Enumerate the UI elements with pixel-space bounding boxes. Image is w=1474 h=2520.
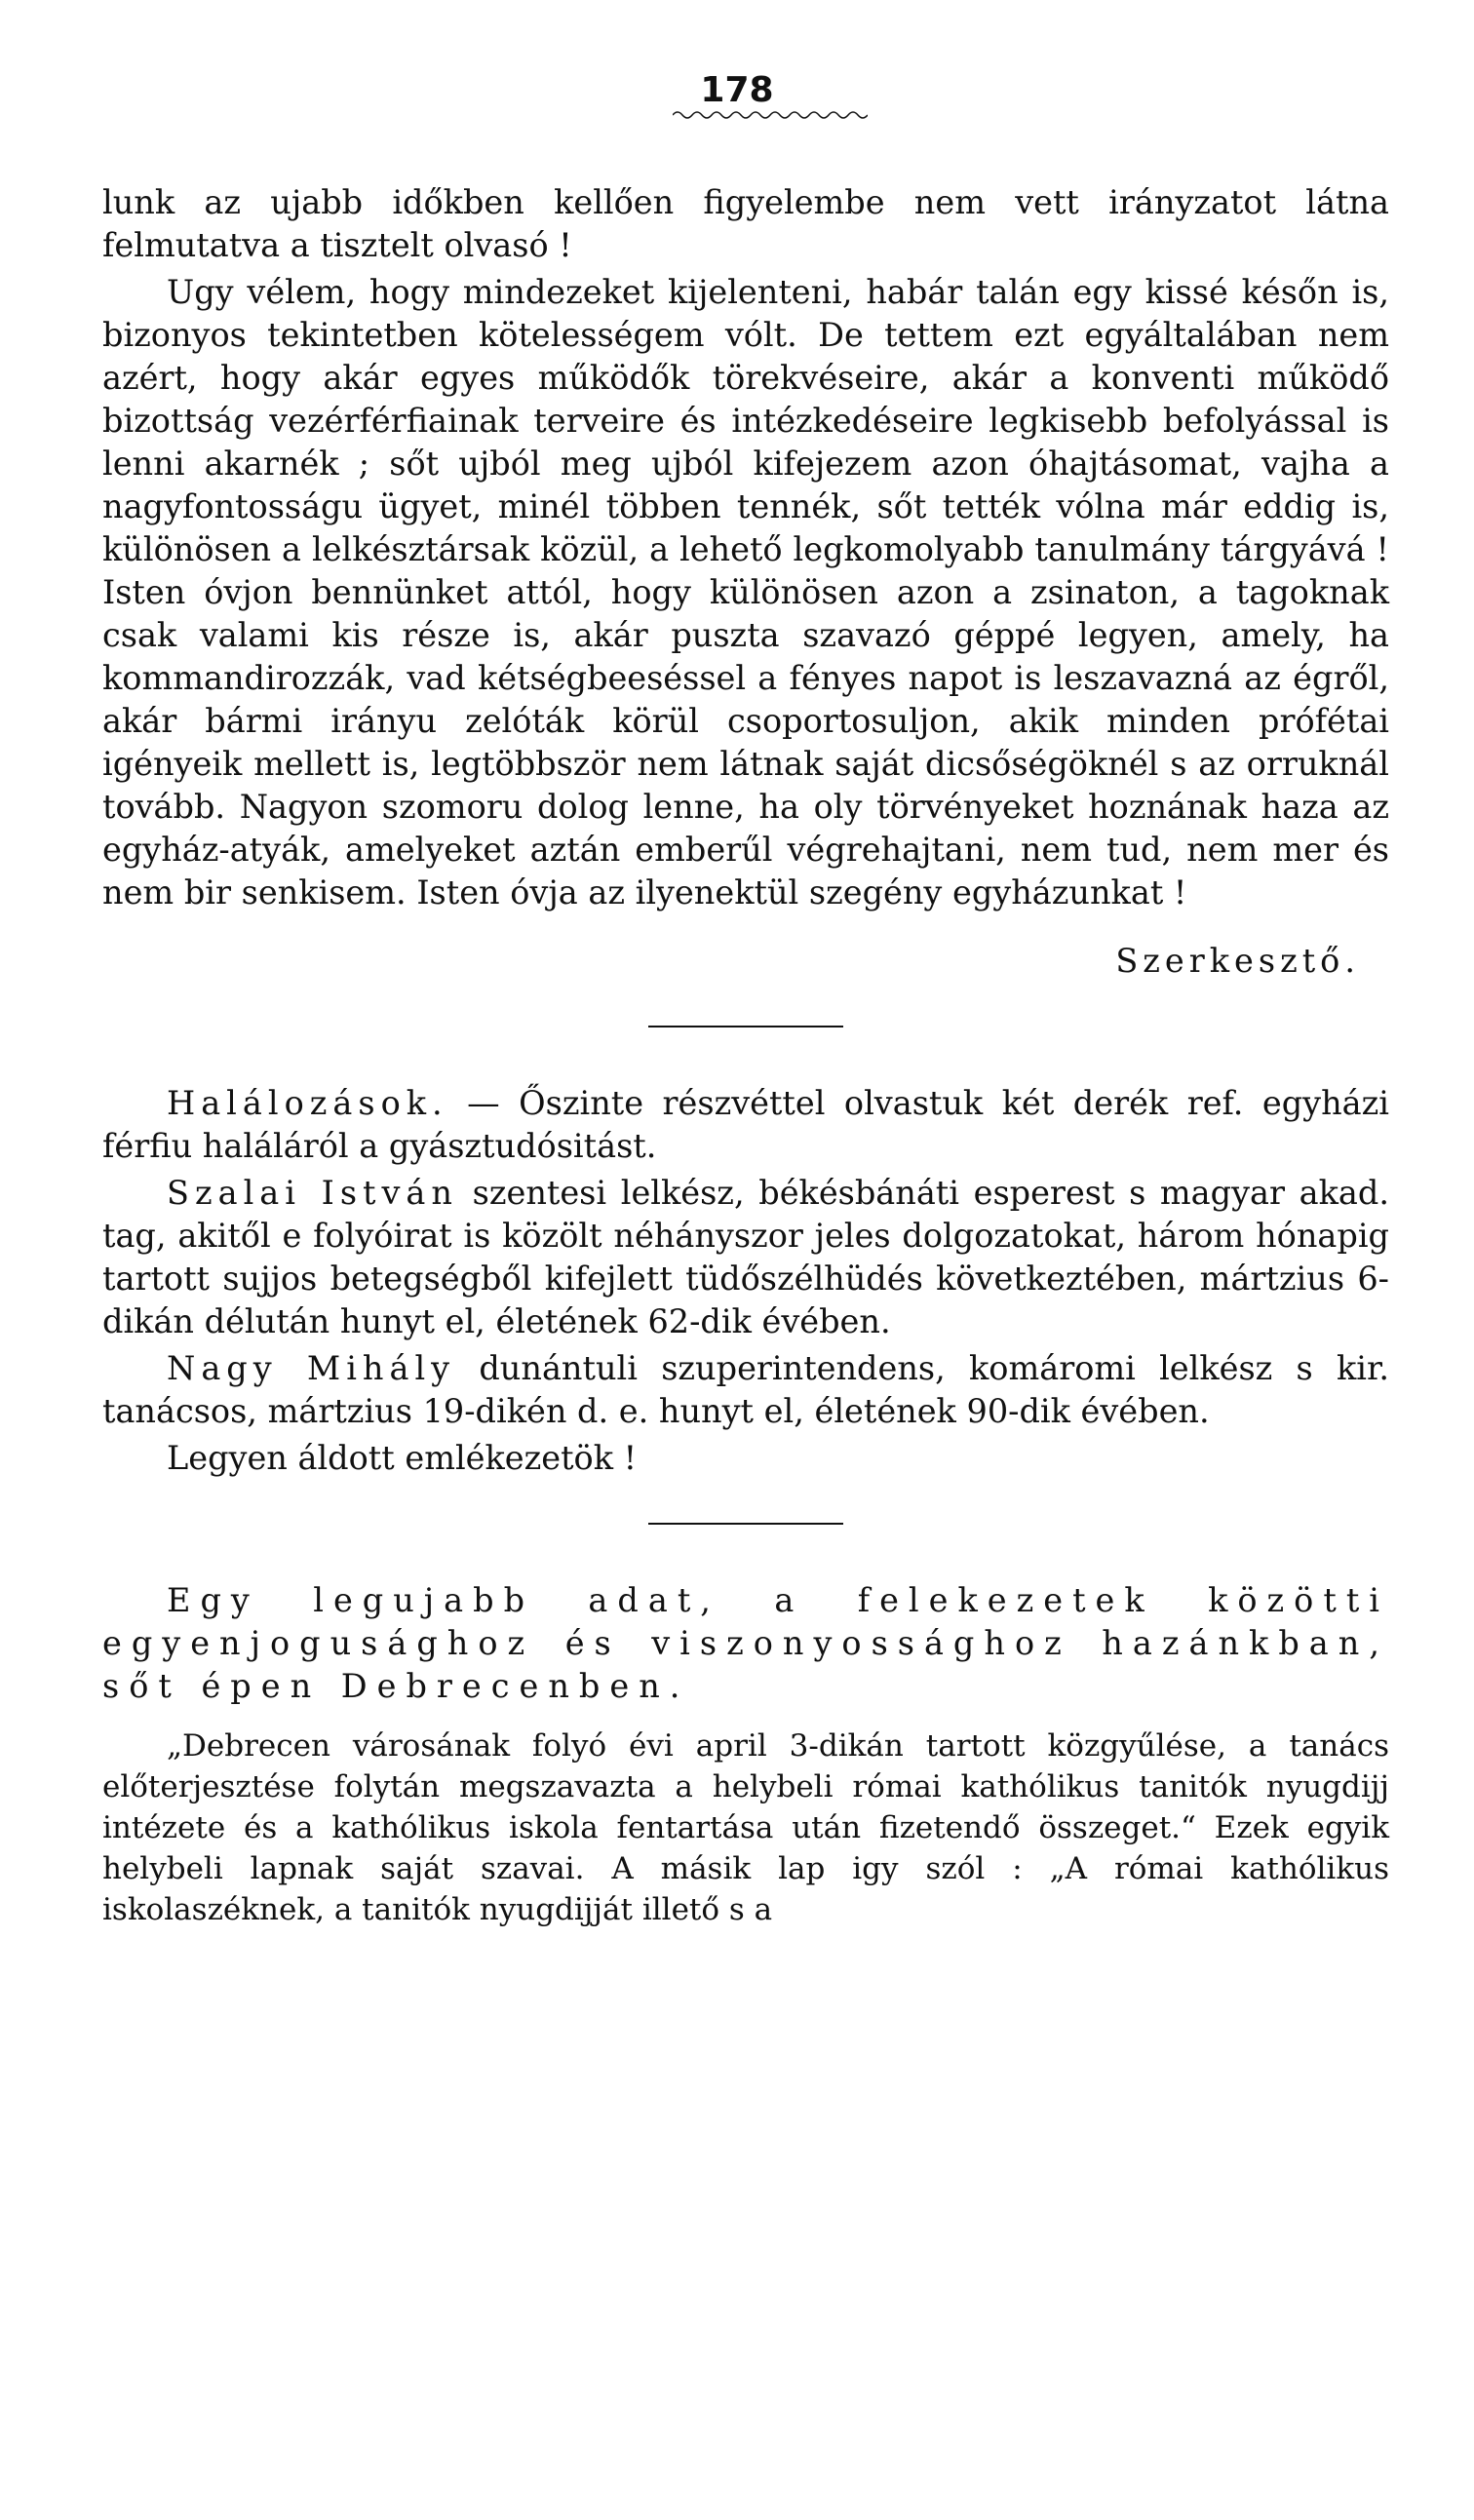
obituary-closing: Legyen áldott emlékezetök ! (167, 1439, 638, 1477)
news-heading: Egy legujabb adat, a felekezetek közötti egyenjogusághoz és viszonyossághoz hazánkban, sőt épen Debrecenben. (102, 1581, 1389, 1705)
obituary-entry (102, 1347, 1389, 1433)
obituary-heading: Halálozások. (167, 1084, 448, 1122)
continuation-paragraph: lunk az ujabb időkben kellően figyelembe nem vett irányzatot látna felmutatva a tisztelt olvasó ! (102, 183, 1389, 264)
editor-signature: Szerkesztő. (1115, 942, 1360, 980)
obituary-name: Nagy Mihály (167, 1349, 456, 1387)
obituary-name: Szalai István (167, 1174, 458, 1212)
page-number: 178 (700, 70, 774, 110)
editorial-paragraph: Ugy vélem, hogy mindezeket kijelenteni, habár talán egy kissé későn is, bizonyos tekintetben kötelességem vólt. De tettem ezt egyáltalában nem azért, hogy akár egyes működők törekvéseire, akár a konventi működő bizottság vezérférfiainak terveire és intézkedéseire legkisebb befolyással is lenni akarnék ; sőt ujból meg ujból kifejezem azon óhajtásomat, vajha a nagyfontosságu ügyet, minél többen tennék, sőt tették vólna már eddig is, különösen a lelkésztársak közül, a lehető legkomolyabb tanulmány tárgyává ! Isten óvjon bennünket attól, hogy különösen azon a zsinaton, a tagoknak csak valami kis része is, akár puszta szavazó géppé legyen, amely, ha kommandirozzák, vad kétségbeeséssel a fényes napot is leszavazná az égről, akár bármi irányu zelóták körül csoportosuljon, akik minden prófétai igényeik mellett is, legtöbbször nem látnak saját dicsőségöknél s az orruknál tovább. Nagyon szomoru dolog lenne, ha oly törvényeket hoznának haza az egyház-atyák, amelyeket aztán emberűl végrehajtani, nem tud, nem mer és nem bir senkisem. Isten óvja az ilyenektül szegény egyházunkat ! (102, 273, 1389, 911)
page-body (102, 58, 1389, 1930)
obituary-text: szentesi lelkész, békésbánáti esperest s magyar akad. tag, akitől e folyóirat is közölt néhányszor jeles dolgozatokat, három hónapig tartott sujjos betegségből kifejlett tüdőszélhüdés következtében, mártzius 6-dikán délután hunyt el, életének 62-dik évében. (102, 1174, 1390, 1340)
news-quote: „Debrecen városának folyó évi april 3-dikán tartott közgyűlése, a tanács előterjesztése folytán megszavazta a helybeli római kathólikus tanitók nyugdijj intézete és a kathólikus iskola fentartása után fizetendő összeget.“ Ezek egyik helybeli lapnak saját szavai. A másik lap igy szól : „A római kathólikus iskolaszéknek, a tanitók nyugdijját illető s a (102, 1728, 1389, 1927)
obituary-intro (102, 1082, 1389, 1168)
obituary-intro-text: — Őszinte részvéttel olvastuk két derék ref. egyházi férfiu haláláról a gyásztudósitást. (102, 1084, 1389, 1165)
obituary-text: dunántuli szuperintendens, komáromi lelkész s kir. tanácsos, mártzius 19-dikén d. e. hunyt el, életének 90-dik évében. (102, 1349, 1389, 1430)
obituary-entry (102, 1172, 1389, 1343)
